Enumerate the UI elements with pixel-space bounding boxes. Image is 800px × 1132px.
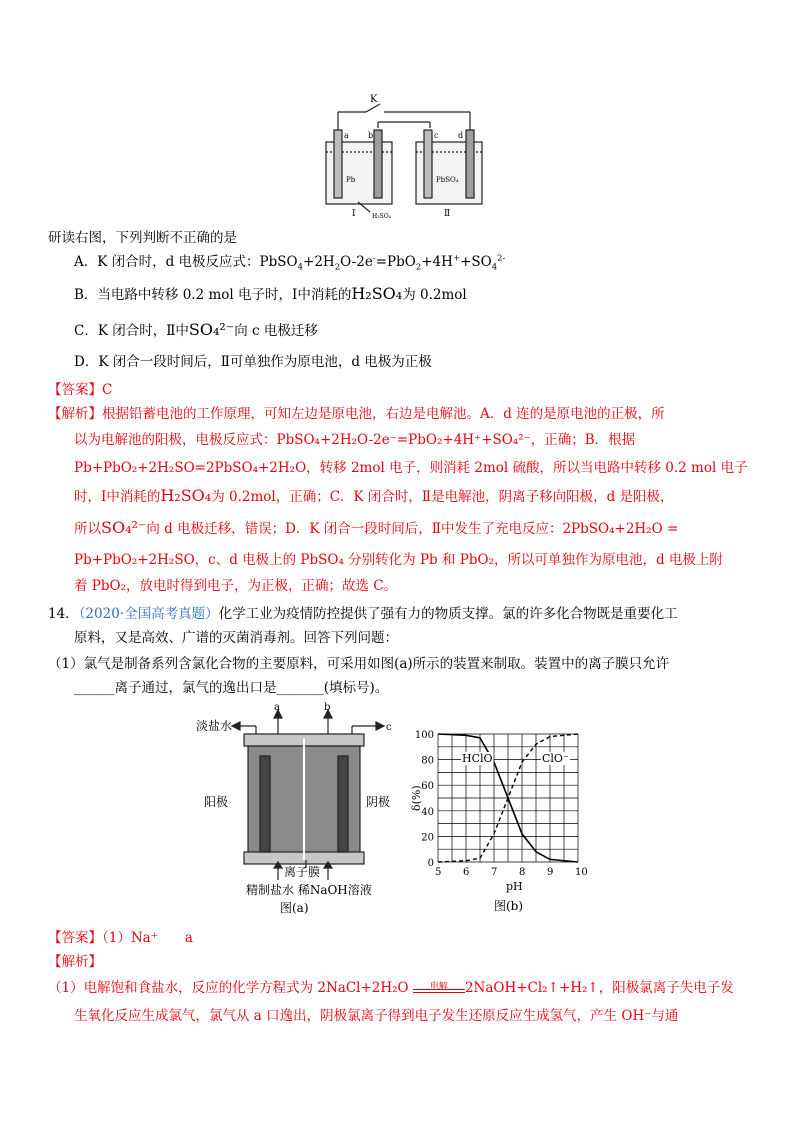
figure-a-caption: 图(a) bbox=[280, 901, 309, 915]
x-tick-label: 9 bbox=[547, 867, 554, 878]
switch-label: K bbox=[370, 94, 378, 105]
x-axis-label: pH bbox=[506, 880, 523, 893]
q13-analysis-line-7: 着 PbO₂，放电时得到电子，为正极，正确；故选 C。 bbox=[74, 578, 398, 594]
outlet-c-label: c bbox=[386, 722, 392, 733]
q13-option-b: B．当电路中转移 0.2 mol 电子时，Ⅰ中消耗的H₂SO₄为 0.2mol bbox=[74, 284, 467, 303]
electrode-b-label: b bbox=[368, 131, 374, 140]
q13-analysis-line-2: 以为电解池的阳极，电极反应式：PbSO₄+2H₂O-2e⁻=PbO₂+4H⁺+SO₄²⁻，正确；B．根据 bbox=[74, 432, 636, 448]
q13-analysis-line-5: 所以SO₄²⁻向 d 电极迁移，错误；D．K 闭合一段时间后，Ⅱ中发生了充电反应：2PbSO₄+2H₂O = bbox=[74, 518, 679, 537]
y-tick-label: 0 bbox=[427, 858, 434, 869]
q13-option-d: D．K 闭合一段时间后，Ⅱ可单独作为原电池，d 电极为正极 bbox=[74, 354, 432, 370]
right-inner-label: PbSO₄ bbox=[436, 176, 459, 184]
cell-2-label: Ⅱ bbox=[444, 209, 451, 219]
membrane-label: 离子膜 bbox=[284, 865, 321, 879]
cell-1-label: Ⅰ bbox=[352, 209, 356, 219]
q13-answer: 【答案】C bbox=[48, 382, 113, 398]
inlet-left-label: 淡盐水 bbox=[196, 719, 233, 733]
q13-option-c: C．K 闭合时，Ⅱ中SO₄²⁻向 c 电极迁移 bbox=[74, 320, 318, 339]
y-tick-label: 20 bbox=[421, 832, 434, 844]
cathode-label: 阴极 bbox=[366, 795, 391, 809]
bottom-inlets-label: 精制盐水 稀NaOH溶液 bbox=[246, 883, 372, 897]
x-tick-label: 5 bbox=[435, 867, 442, 878]
y-tick-label: 40 bbox=[421, 806, 434, 818]
y-tick-label: 60 bbox=[421, 781, 434, 793]
x-tick-label: 6 bbox=[463, 867, 470, 878]
anode-label: 阳极 bbox=[204, 795, 229, 809]
series-label-hclo: HClO bbox=[462, 752, 493, 765]
outlet-a-label: a bbox=[274, 702, 280, 713]
electrode-a-label: a bbox=[344, 131, 349, 140]
y-axis-label: δ(%) bbox=[410, 785, 423, 811]
reaction-condition: 电解 bbox=[413, 989, 465, 998]
q13-analysis-line-3: Pb+PbO₂+2H₂SO=2PbSO₄+2H₂O，转移 2mol 电子，则消耗 2mol 硫酸，所以当电路中转移 0.2 mol 电子 bbox=[74, 460, 748, 476]
q13-option-a: A．K 闭合时，d 电极反应式：$PbSO_4+2H_2O-2e^-=PbO_2+4H^++SO_4^{2-}$ bbox=[74, 253, 506, 273]
y-tick-label: 100 bbox=[414, 730, 434, 741]
battery-circuit-figure bbox=[318, 92, 490, 220]
q13-stem: 研读右图，下列判断不正确的是 bbox=[48, 230, 237, 246]
x-tick-label: 10 bbox=[575, 867, 588, 878]
q13-analysis-line-4: 时，Ⅰ中消耗的H₂SO₄为 0.2mol，正确；C．K 闭合时，Ⅱ是电解池，阴离子移向阳极，d 是阳极， bbox=[74, 486, 674, 505]
electrolysis-cell-figure bbox=[196, 702, 402, 922]
q14-part1-line-1: （1）氯气是制备系列含氯化合物的主要原料，可采用如图(a)所示的装置来制取。装置中的离子膜只允许 bbox=[48, 656, 670, 672]
electrode-d-label: d bbox=[458, 131, 464, 140]
q14-stem-line-2: 原料，又是高效、广谱的灭菌消毒剂。回答下列问题： bbox=[74, 630, 398, 646]
left-inner-label: Pb bbox=[346, 176, 356, 184]
q13-analysis-line-6: Pb+PbO₂+2H₂SO，c、d 电极上的 PbSO₄ 分别转化为 Pb 和 PbO₂，所以可单独作为原电池，d 电极上附 bbox=[74, 552, 723, 568]
q14-part1-line-2: ______离子通过，氯气的逸出口是_______(填标号)。 bbox=[74, 680, 389, 696]
x-tick-label: 8 bbox=[519, 867, 526, 878]
outlet-b-label: b bbox=[324, 702, 331, 713]
q14-stem-line-1: 14．（2020·全国高考真题）化学工业为疫情防控提供了强有力的物质支撑。氯的许多化合物既是重要化工 bbox=[48, 606, 678, 622]
y-tick-label: 80 bbox=[421, 755, 434, 767]
electrolyte-label: H₂SO₄ bbox=[372, 213, 392, 220]
q14-analysis-line-1: （1）电解饱和食盐水，反应的化学方程式为 2NaCl+2H₂O 电解 2NaOH+Cl₂↑+H₂↑，阳极氯离子失电子发 bbox=[48, 980, 734, 996]
q14-answer: 【答案】（1）Na⁺ a bbox=[48, 930, 193, 946]
x-tick-label: 7 bbox=[491, 867, 498, 878]
q14-analysis-label: 【解析】 bbox=[48, 954, 102, 970]
figure-b-caption: 图(b) bbox=[494, 899, 524, 913]
distribution-chart bbox=[412, 722, 598, 922]
series-label-clo: ClO⁻ bbox=[542, 752, 569, 765]
q13-analysis-line-1: 【解析】根据铅蓄电池的工作原理，可知左边是原电池，右边是电解池。A．d 连的是原电池的正极，所 bbox=[48, 406, 665, 422]
electrode-c-label: c bbox=[434, 131, 439, 140]
q14-analysis-line-2: 生氧化反应生成氯气，氯气从 a 口逸出，阴极氯离子得到电子发生还原反应生成氢气，产生 OH⁻与通 bbox=[74, 1008, 679, 1024]
